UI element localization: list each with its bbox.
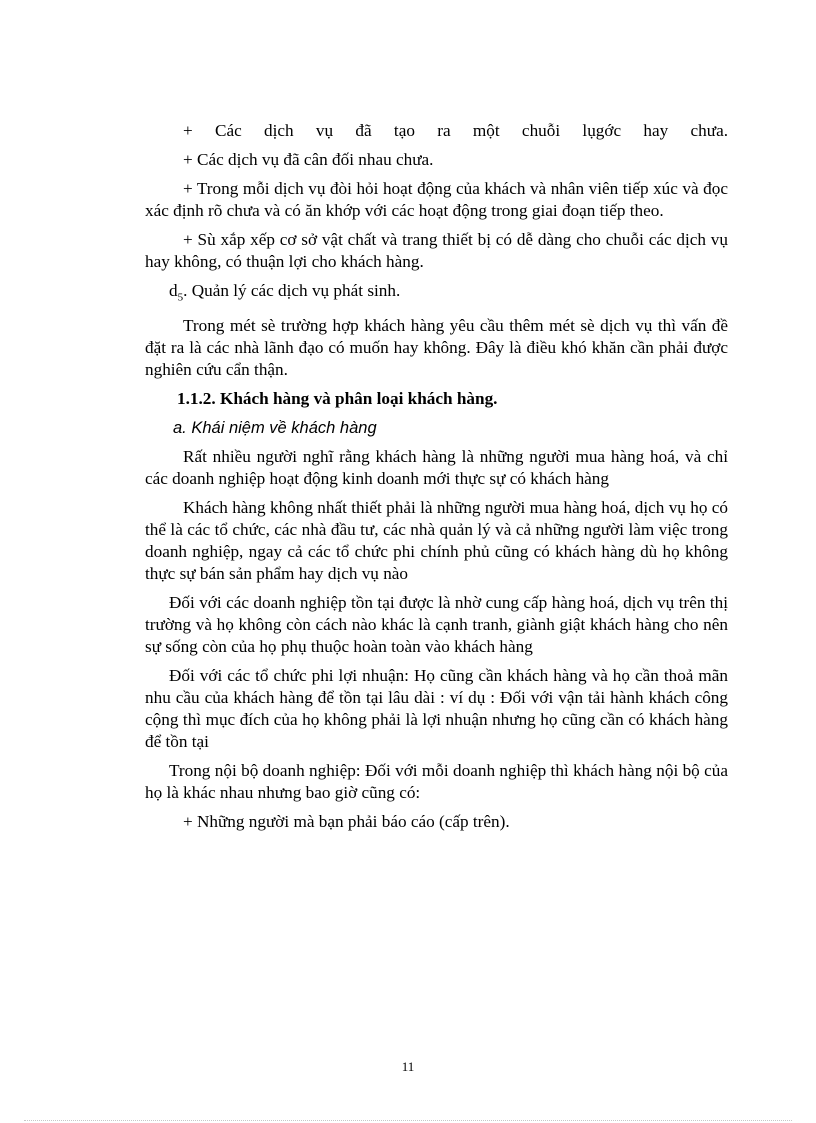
subsection-d5 (145, 280, 728, 308)
paragraph-additional-services: Trong mét sè trường hợp khách hàng yêu cầu thêm mét sè dịch vụ thì vấn đề đặt ra là các nhà lãnh đạo có muốn hay không. Đây là điều khó khăn cần phải được nghiên cứu cẩn thận. (145, 316, 728, 380)
paragraph-service-balance: + Các dịch vụ đã cân đối nhau chưa. (183, 150, 434, 169)
d5-title: . Quản lý các dịch vụ phát sinh. (183, 281, 401, 300)
page-bottom-divider (24, 1120, 792, 1121)
subsection-heading: a. Khái niệm về khách hàng (173, 419, 377, 438)
d5-prefix: d (169, 281, 178, 300)
section-heading: 1.1.2. Khách hàng và phân loại khách hàng. (177, 389, 498, 409)
paragraph-nonprofits: Đối với các tổ chức phi lợi nhuận: Họ cũng cần khách hàng và họ cần thoả mãn nhu cầu của khách hàng để tồn tại lâu dài : ví dụ : Đối với vận tải hành khách công cộng thì mục đích của họ không phải là lợi nhuận nhưng họ cũng cần có khách hàng để tồn tại (145, 666, 728, 752)
d5-subscript: 5 (177, 291, 184, 304)
page-number: 11 (401, 1059, 415, 1074)
paragraph-service-chain: + Các dịch vụ đã tạo ra một chuỗi lụgớc hay chưa. (183, 121, 728, 140)
paragraph-customer-definition: Khách hàng không nhất thiết phải là những người mua hàng hoá, dịch vụ họ có thể là các tổ chức, các nhà đầu tư, các nhà quản lý và cả những người làm việc trong doanh nghiệp, ngay cả các tổ chức phi chính phủ cũng có khách hàng dù họ không thực sự bán sản phẩm hay dịch vụ nào (145, 498, 728, 584)
paragraph-service-activity: + Trong mỗi dịch vụ đòi hỏi hoạt động của khách và nhân viên tiếp xúc và đọc xác định rõ chưa và có ăn khớp với các hoạt động trong giai đoạn tiếp theo. (145, 179, 728, 220)
paragraph-facility-arrangement: + Sù xắp xếp cơ sở vật chất và trang thiết bị có dễ dàng cho chuỗi các dịch vụ hay không, có thuận lợi cho khách hàng. (145, 230, 728, 271)
paragraph-businesses: Đối với các doanh nghiệp tồn tại được là nhờ cung cấp hàng hoá, dịch vụ trên thị trường và họ không còn cách nào khác là cạnh tranh, giành giật khách hàng cho nên sự sống còn của họ phụ thuộc hoàn toàn vào khách hàng (145, 593, 728, 657)
paragraph-superiors: + Những người mà bạn phải báo cáo (cấp trên). (183, 812, 510, 832)
paragraph-internal: Trong nội bộ doanh nghiệp: Đối với mỗi doanh nghiệp thì khách hàng nội bộ của họ là khác nhau nhưng bao giờ cũng có: (145, 761, 728, 803)
page-content (145, 120, 728, 840)
paragraph-customer-belief: Rất nhiều người nghĩ rằng khách hàng là những người mua hàng hoá, và chỉ các doanh nghiệp hoạt động kinh doanh mới thực sự có khách hàng (145, 447, 728, 489)
